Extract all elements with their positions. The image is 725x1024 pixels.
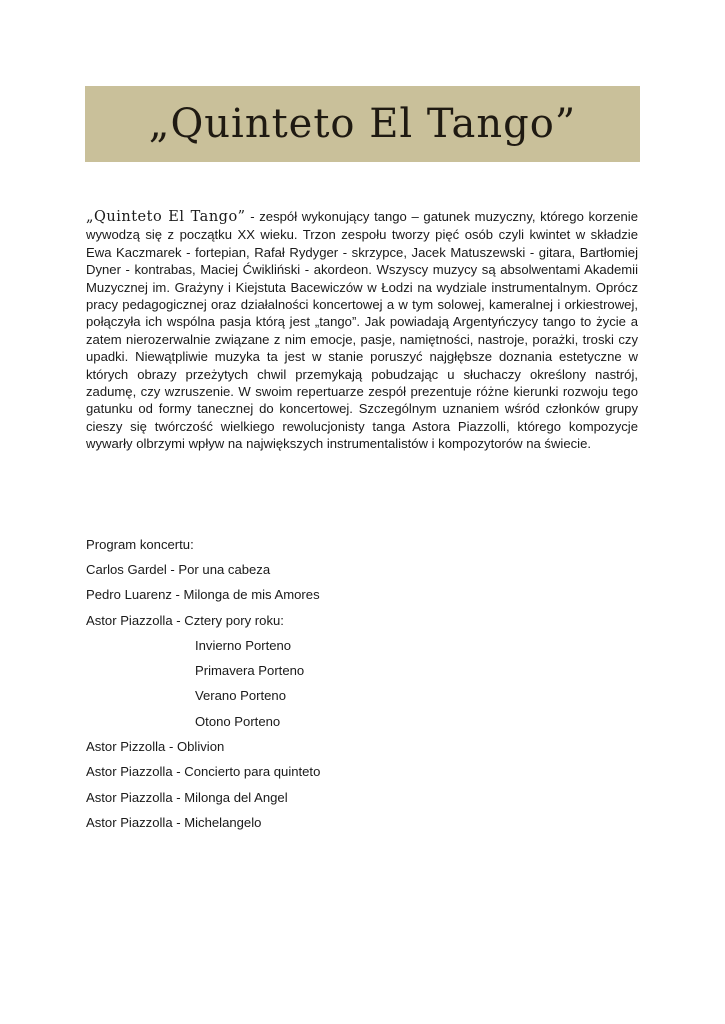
program-subitem: Verano Porteno — [195, 688, 286, 704]
program-subitem: Otono Porteno — [195, 713, 281, 729]
intro-paragraph — [86, 208, 638, 453]
intro-text: - zespół wykonujący tango – gatunek muzyczny, którego korzenie wywodzą się z początku XX wieku. Trzon zespołu tworzy pięć osób czyli kwintet w składzie Ewa Kaczmarek - fortepian, Rafał Rydyger - skrzypce, Jacek Matuszewski - gitara, Bartłomiej Dyner - kontrabas, Maciej Ćwikliński - akordeon. Wszyscy muzycy są absolwentami Akademii Muzycznej im. Grażyny i Kiejstuta Bacewiczów w Łodzi na wydziale instrumentalnym. Oprócz pracy pedagogicznej oraz działalności koncertowej a w tym solowej, kameralnej i orkiestrowej, połączyła ich wspólna pasja którą jest „tango”. Jak powiadają Argentyńczycy tango to życie a zatem nierozerwalnie związane z nim emocje, pasje, namiętności, nastroje, porażki, troski czy upadki. Niewątpliwie muzyka ta jest w stanie poruszyć najgłębsze doznania estetyczne w których obrazy przeżytych chwil przemykają pobudzając u słuchaczy określony nastrój, zadumę, czy wzruszenie. W swoim repertuarze zespół prezentuje różne kierunki rozwoju tego gatunku od formy tanecznej do koncertowej. Szczególnym uznaniem wśród członków grupy cieszy się twórczość wielkiego rewolucjonisty tanga Astora Piazzolli, którego kompozycje wywarły olbrzymi wpływ na największych instrumentalistów i kompozytorów na świecie. — [86, 209, 638, 452]
band-name: „Quinteto El Tango” — [86, 209, 246, 225]
program-item: Astor Piazzolla - Cztery pory roku: — [86, 612, 284, 628]
program-subitem: Primavera Porteno — [195, 663, 305, 679]
title-banner — [85, 86, 640, 162]
program-item: Astor Piazzolla - Michelangelo — [86, 814, 262, 830]
program-item: Astor Pizzolla - Oblivion — [86, 739, 225, 755]
program-item: Astor Piazzolla - Milonga del Angel — [86, 789, 288, 805]
program-item: Carlos Gardel - Por una cabeza — [86, 562, 271, 577]
program-item: Astor Piazzolla - Concierto para quinteto — [86, 764, 321, 780]
program-list — [86, 536, 638, 839]
program-item: Pedro Luarenz - Milonga de mis Amores — [86, 587, 320, 603]
page-title: „Quinteto El Tango” — [148, 101, 577, 147]
program-subitem: Invierno Porteno — [195, 637, 292, 653]
program-heading: Program koncertu: — [86, 537, 194, 552]
